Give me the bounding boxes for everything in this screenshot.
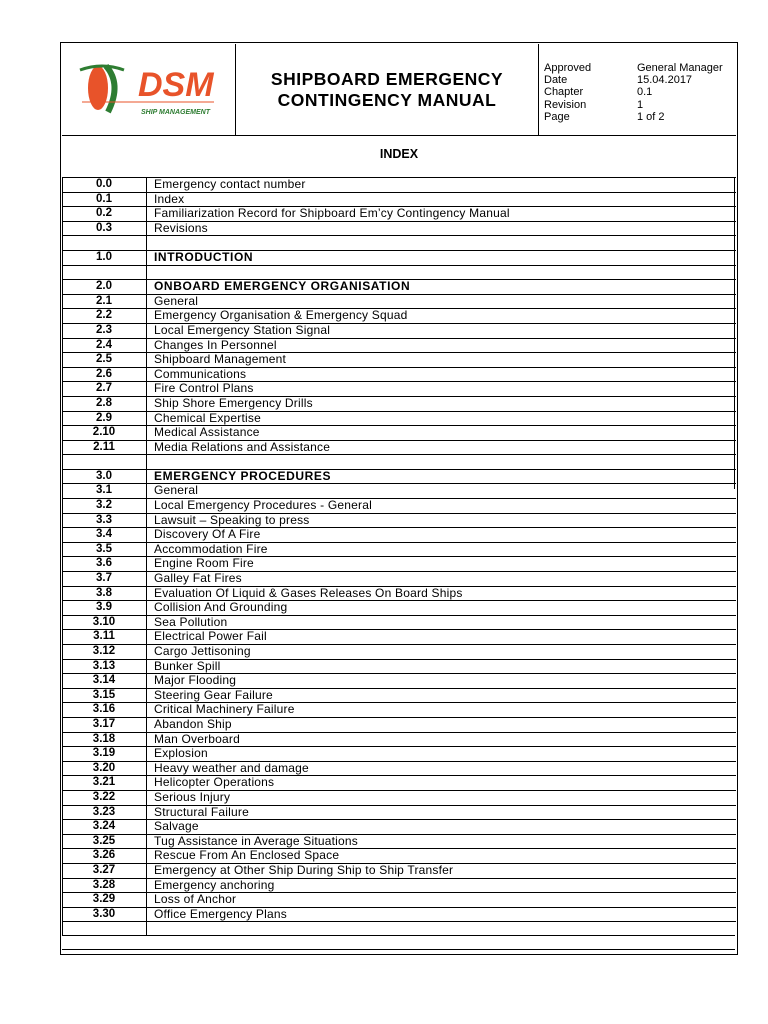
index-row xyxy=(62,892,736,907)
section-title: Sea Pollution xyxy=(154,614,228,629)
section-number: 3.3 xyxy=(96,513,112,526)
section-title: Heavy weather and damage xyxy=(154,760,309,775)
section-title: Serious Injury xyxy=(154,789,231,804)
section-number: 3.11 xyxy=(93,630,115,643)
section-number: 3.14 xyxy=(92,674,116,687)
section-number: 3.0 xyxy=(96,469,112,482)
index-row xyxy=(62,177,736,192)
section-number: 3.9 xyxy=(96,601,112,614)
section-title: Abandon Ship xyxy=(154,716,232,731)
meta-block xyxy=(544,62,736,123)
index-row xyxy=(62,542,736,557)
section-number: 3.5 xyxy=(96,542,112,555)
meta-row xyxy=(544,111,736,123)
section-title: Changes In Personnel xyxy=(154,337,277,352)
meta-row xyxy=(544,74,736,86)
table-bottom-border xyxy=(62,935,735,936)
index-row xyxy=(62,206,736,221)
index-row xyxy=(62,571,736,586)
index-table xyxy=(62,177,736,936)
section-number: 2.9 xyxy=(96,411,112,424)
section-title: General xyxy=(154,293,199,308)
index-row xyxy=(62,746,736,761)
table-right-border xyxy=(734,177,735,489)
meta-value: 15.04.2017 xyxy=(637,74,693,87)
index-row xyxy=(62,396,736,411)
section-number: 2.0 xyxy=(96,280,112,293)
section-title: Man Overboard xyxy=(154,731,240,746)
section-title: Major Flooding xyxy=(154,673,237,688)
section-title: Engine Room Fire xyxy=(154,556,254,571)
section-number: 0.0 xyxy=(96,178,112,190)
section-number: 3.16 xyxy=(92,703,116,716)
section-number: 2.2 xyxy=(96,309,112,322)
index-row xyxy=(62,644,736,659)
section-title: Cargo Jettisoning xyxy=(154,644,251,658)
index-row xyxy=(62,790,736,805)
table-left-border xyxy=(62,177,63,935)
index-row xyxy=(62,586,736,601)
section-title: Evaluation Of Liquid & Gases Releases On Board Ships xyxy=(154,585,463,600)
index-row xyxy=(62,921,736,936)
section-title: Emergency at Other Ship During Ship to Ship Transfer xyxy=(154,862,454,877)
section-number: 3.26 xyxy=(92,849,116,862)
section-title: INTRODUCTION xyxy=(154,249,254,264)
section-title: Galley Fat Fires xyxy=(154,571,242,586)
table-footer-border xyxy=(62,949,735,950)
index-row xyxy=(62,775,736,790)
column-divider xyxy=(146,177,147,935)
section-title: Loss of Anchor xyxy=(154,892,237,907)
meta-value: General Manager xyxy=(637,62,723,74)
logo-subtext: SHIP MANAGEMENT xyxy=(141,109,210,116)
section-number: 3.7 xyxy=(96,572,112,585)
meta-row xyxy=(544,86,736,98)
section-number: 2.10 xyxy=(92,426,116,439)
section-title: Structural Failure xyxy=(154,804,249,819)
index-row xyxy=(62,265,736,280)
index-row xyxy=(62,498,736,513)
section-number: 3.30 xyxy=(92,907,116,920)
title-line-2: CONTINGENCY MANUAL xyxy=(277,89,497,110)
index-row xyxy=(62,381,736,396)
section-title: Rescue From An Enclosed Space xyxy=(154,848,340,863)
section-title: Salvage xyxy=(154,819,199,834)
section-number: 3.6 xyxy=(96,557,112,570)
section-title: Chemical Expertise xyxy=(154,410,261,425)
index-row xyxy=(62,556,736,571)
section-title: Local Emergency Procedures - General xyxy=(154,498,372,513)
meta-row xyxy=(544,62,736,74)
index-row xyxy=(62,308,736,323)
section-title: EMERGENCY PROCEDURES xyxy=(154,468,332,483)
section-number: 0.2 xyxy=(96,207,112,220)
section-number: 2.3 xyxy=(96,323,112,336)
index-row xyxy=(62,673,736,688)
index-row xyxy=(62,425,736,440)
section-number: 2.1 xyxy=(96,294,112,307)
section-title: Revisions xyxy=(154,220,208,235)
section-number: 1.0 xyxy=(96,250,112,263)
section-title: Office Emergency Plans xyxy=(154,906,287,921)
section-number: 3.21 xyxy=(92,776,116,789)
index-row xyxy=(62,688,736,703)
index-row xyxy=(62,513,736,528)
index-row xyxy=(62,367,736,382)
meta-value: 0.1 xyxy=(637,86,653,99)
section-number: 2.6 xyxy=(96,367,112,380)
section-title: Tug Assistance in Average Situations xyxy=(154,833,358,848)
section-title: Emergency contact number xyxy=(154,177,306,191)
section-title: Index xyxy=(154,191,185,206)
index-heading: INDEX xyxy=(379,147,419,161)
section-title: Emergency Organisation & Emergency Squad xyxy=(154,308,408,323)
section-title: Communications xyxy=(154,366,247,381)
section-number: 3.12 xyxy=(92,645,116,657)
section-number: 3.18 xyxy=(92,732,116,745)
section-number: 3.22 xyxy=(92,790,116,803)
section-title: Bunker Spill xyxy=(154,658,221,673)
section-title: Medical Assistance xyxy=(154,425,260,440)
index-row xyxy=(62,483,736,498)
section-number: 0.3 xyxy=(96,221,112,234)
section-number: 2.4 xyxy=(96,338,112,351)
index-row xyxy=(62,732,736,747)
index-row xyxy=(62,221,736,236)
index-row xyxy=(62,805,736,820)
section-number: 3.4 xyxy=(96,528,112,541)
title-line-1: SHIPBOARD EMERGENCY xyxy=(270,68,504,89)
section-title: Emergency anchoring xyxy=(154,877,275,892)
index-row xyxy=(62,717,736,732)
dsm-logo xyxy=(62,44,235,135)
meta-key: Page xyxy=(544,110,570,123)
section-number: 3.1 xyxy=(96,484,112,497)
logo-text: DSM xyxy=(138,66,214,104)
section-number: 3.28 xyxy=(92,878,116,891)
index-row xyxy=(62,659,736,674)
index-row xyxy=(62,907,736,922)
section-title: Familiarization Record for Shipboard Em’cy Contingency Manual xyxy=(154,206,510,221)
index-row xyxy=(62,411,736,426)
section-number: 2.7 xyxy=(96,382,112,395)
index-row xyxy=(62,878,736,893)
section-heading-row xyxy=(62,469,736,484)
index-row xyxy=(62,819,736,834)
logo-cell xyxy=(62,44,236,135)
section-title: Ship Shore Emergency Drills xyxy=(154,395,313,410)
index-row xyxy=(62,338,736,353)
section-title: Accommodation Fire xyxy=(154,541,268,556)
section-title: Critical Machinery Failure xyxy=(154,702,295,717)
section-number: 2.8 xyxy=(96,396,112,409)
section-title: ONBOARD EMERGENCY ORGANISATION xyxy=(154,279,411,294)
section-number: 3.25 xyxy=(92,834,116,847)
section-title: Electrical Power Fail xyxy=(154,629,267,644)
section-title: Fire Control Plans xyxy=(154,381,254,396)
section-number: 3.23 xyxy=(92,805,116,818)
section-title: General xyxy=(154,483,199,498)
meta-value: 1 xyxy=(637,98,644,111)
section-number: 3.8 xyxy=(96,586,112,599)
index-row xyxy=(62,192,736,207)
meta-key: Revision xyxy=(544,98,587,111)
section-number: 0.1 xyxy=(96,192,112,205)
section-number: 3.17 xyxy=(92,717,116,730)
meta-key: Approved xyxy=(544,62,592,74)
meta-key: Chapter xyxy=(544,86,584,99)
section-number: 3.29 xyxy=(92,893,116,906)
index-row xyxy=(62,761,736,776)
index-row xyxy=(62,863,736,878)
section-number: 2.5 xyxy=(96,353,112,366)
section-number: 3.15 xyxy=(92,688,116,701)
section-number: 3.13 xyxy=(92,659,116,672)
index-row xyxy=(62,834,736,849)
section-number: 3.19 xyxy=(92,747,116,760)
document-header xyxy=(62,44,736,136)
index-row xyxy=(62,294,736,309)
meta-key: Date xyxy=(544,74,568,87)
section-title: Local Emergency Station Signal xyxy=(154,322,331,337)
index-row xyxy=(62,600,736,615)
title-cell xyxy=(236,44,539,135)
index-row xyxy=(62,527,736,542)
section-title: Lawsuit – Speaking to press xyxy=(154,512,310,527)
section-title: Discovery Of A Fire xyxy=(154,527,261,542)
index-row xyxy=(62,235,736,250)
section-title: Helicopter Operations xyxy=(154,775,275,790)
section-number: 3.27 xyxy=(92,863,116,876)
section-number: 3.20 xyxy=(92,761,116,774)
index-row xyxy=(62,323,736,338)
section-number: 2.11 xyxy=(93,440,115,453)
section-title: Media Relations and Assistance xyxy=(154,439,331,454)
meta-row xyxy=(544,99,736,111)
index-row xyxy=(62,454,736,469)
section-heading-row xyxy=(62,279,736,294)
index-row xyxy=(62,440,736,455)
section-title: Shipboard Management xyxy=(154,352,287,367)
section-number: 3.24 xyxy=(92,820,116,833)
meta-value: 1 of 2 xyxy=(637,110,665,123)
section-number: 3.10 xyxy=(92,615,116,628)
section-title: Collision And Grounding xyxy=(154,600,288,615)
section-heading-row xyxy=(62,250,736,265)
index-row xyxy=(62,702,736,717)
index-row xyxy=(62,615,736,630)
index-row xyxy=(62,352,736,367)
section-title: Steering Gear Failure xyxy=(154,687,273,702)
index-row xyxy=(62,629,736,644)
section-title: Explosion xyxy=(154,746,208,761)
index-row xyxy=(62,848,736,863)
section-number: 3.2 xyxy=(96,499,112,512)
